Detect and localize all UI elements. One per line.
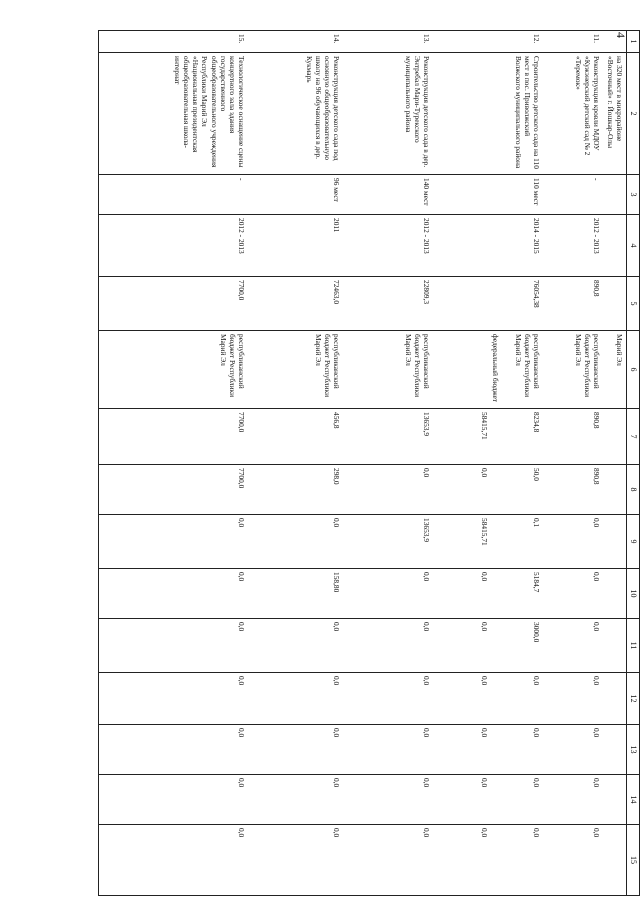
cell-value: 0,0 — [332, 828, 342, 838]
cell-value: 0,0 — [592, 518, 602, 528]
column-header-5: 5 — [627, 277, 640, 331]
cell-value: 0,0 — [480, 728, 490, 738]
cell-value: 0,0 — [480, 778, 490, 788]
value-c10 — [249, 569, 344, 619]
column-header-13: 13 — [627, 725, 640, 775]
cell-value: 0,0 — [422, 828, 432, 838]
funding-source: республиканский бюджет Республики Марий Эл — [404, 334, 432, 398]
value-c10 — [99, 569, 249, 619]
cell-value: 0,0 — [532, 676, 542, 686]
cell-value: 0,0 — [237, 518, 247, 528]
cell-value: 0,0 — [237, 778, 247, 788]
table-row — [99, 31, 249, 896]
value-c15 — [434, 825, 544, 896]
value-c14 — [434, 775, 544, 825]
cell-value: 5184,7 — [532, 572, 542, 593]
rotated-table-sheet — [110, 30, 640, 895]
cell-value: 0,0 — [480, 622, 490, 632]
cell-value: 0,0 — [480, 468, 490, 478]
column-header-10: 10 — [627, 569, 640, 619]
value-c10 — [544, 569, 604, 619]
table-row — [344, 31, 434, 896]
continuation-source: Марий Эл — [604, 331, 627, 409]
cell-value: 0,0 — [237, 728, 247, 738]
table-row — [249, 31, 344, 896]
cell-value: 0,0 — [237, 572, 247, 582]
cell-value: 0,0 — [332, 622, 342, 632]
value-c13 — [344, 725, 434, 775]
capacity: 140 мест — [344, 175, 434, 215]
funding-source-cell — [99, 331, 249, 409]
cell-value: 0,0 — [422, 572, 432, 582]
continuation-description: на 320 мест в микрорайоне «Восточный» г. Йошкар-Олы — [604, 53, 627, 175]
column-header-11: 11 — [627, 619, 640, 673]
value-c11 — [99, 619, 249, 673]
project-description: Строительство детского сада на 110 мест в пос. Приволжский Волжского муниципального района — [434, 53, 544, 175]
project-description: Реконструкция кровли МДОУ «Кужэнерский детский сад № 2 «Теремок» — [544, 53, 604, 175]
cell-value: 298,0 — [332, 468, 342, 485]
capacity: - — [99, 175, 249, 215]
value-c15 — [544, 825, 604, 896]
cell-value: 8234,8 — [532, 412, 542, 433]
cell-value: 0,0 — [332, 728, 342, 738]
funding-source-cell — [544, 331, 604, 409]
cell-value: 0,0 — [422, 676, 432, 686]
total-cost: 76054,38 — [434, 277, 544, 331]
value-c7 — [544, 409, 604, 465]
cell-value: 0,0 — [592, 778, 602, 788]
cell-value: 0,0 — [532, 828, 542, 838]
continuation-row — [604, 31, 627, 896]
column-header-14: 14 — [627, 775, 640, 825]
period: 2012 - 2013 — [344, 215, 434, 277]
value-c7 — [434, 409, 544, 465]
cell-value: 0,0 — [422, 728, 432, 738]
value-c7 — [249, 409, 344, 465]
value-c14 — [99, 775, 249, 825]
value-c11 — [544, 619, 604, 673]
column-header-4: 4 — [627, 215, 640, 277]
cell-value: 0,0 — [237, 676, 247, 686]
column-header-8: 8 — [627, 465, 640, 515]
capacity: 96 мест — [249, 175, 344, 215]
value-c15 — [99, 825, 249, 896]
funding-source: республиканский бюджет Республики Марий Эл — [219, 334, 247, 398]
cell-value: 50,0 — [532, 468, 542, 481]
table-row — [434, 31, 544, 896]
funding-source: республиканский бюджет Республики Марий Эл — [514, 334, 542, 398]
column-header-15: 15 — [627, 825, 640, 896]
cell-value: 0,0 — [237, 828, 247, 838]
cell-value: 456,8 — [332, 412, 342, 429]
value-c14 — [344, 775, 434, 825]
page-number: 4 — [614, 32, 628, 38]
cell-value: 0,0 — [332, 518, 342, 528]
value-c9 — [544, 515, 604, 569]
value-c12 — [99, 673, 249, 725]
value-c9 — [344, 515, 434, 569]
cell-value: 58415,71 — [480, 412, 490, 440]
funding-source-cell — [434, 331, 544, 409]
cell-value: 0,0 — [532, 778, 542, 788]
cell-value: 0,0 — [422, 622, 432, 632]
total-cost: 890,8 — [544, 277, 604, 331]
funding-source-cell — [344, 331, 434, 409]
value-c8 — [99, 465, 249, 515]
cell-value: 0,0 — [592, 572, 602, 582]
period: 2014 - 2015 — [434, 215, 544, 277]
cell-value: 890,8 — [592, 468, 602, 485]
funding-source: республиканский бюджет Республики Марий Эл — [314, 334, 342, 398]
value-c14 — [544, 775, 604, 825]
cell-value: 58415,71 — [480, 518, 490, 546]
row-number: 14. — [249, 31, 344, 53]
cell-value: 890,8 — [592, 412, 602, 429]
cell-value: 13653,9 — [422, 518, 432, 543]
value-c9 — [434, 515, 544, 569]
project-description: Технологическое оснащение сцены концертного зала здания государственного общеобразовательного учреждения Республики Марий Эл «Национальная президентская общеобразовательная школа-интернат — [99, 53, 249, 175]
cell-value: 0,0 — [480, 572, 490, 582]
cell-value: 3000,0 — [532, 622, 542, 643]
project-description: Реконструкция детского сада под основную общеобразовательную школу на 96 обучающихся в дер. Кукмарь — [249, 53, 344, 175]
value-c10 — [344, 569, 434, 619]
project-description: Реконструкция детского сада в дер. Энтребал Мари-Турекского муниципального района — [344, 53, 434, 175]
value-c12 — [249, 673, 344, 725]
table-row — [544, 31, 604, 896]
row-number: 12. — [434, 31, 544, 53]
row-number: 11. — [544, 31, 604, 53]
value-c9 — [99, 515, 249, 569]
capacity: - — [544, 175, 604, 215]
value-c11 — [249, 619, 344, 673]
cell-value: 0,0 — [480, 676, 490, 686]
cell-value: 0,0 — [422, 778, 432, 788]
cell-value: 158,80 — [332, 572, 342, 593]
total-cost: 22809,3 — [344, 277, 434, 331]
cell-value: 0,0 — [592, 676, 602, 686]
cell-value: 7700,0 — [237, 412, 247, 433]
column-header-3: 3 — [627, 175, 640, 215]
value-c8 — [344, 465, 434, 515]
total-cost: 72463,0 — [249, 277, 344, 331]
value-c7 — [344, 409, 434, 465]
cell-value: 0,0 — [592, 828, 602, 838]
value-c8 — [544, 465, 604, 515]
value-c7 — [99, 409, 249, 465]
value-c12 — [544, 673, 604, 725]
period: 2011 — [249, 215, 344, 277]
row-number: 13. — [344, 31, 434, 53]
value-c14 — [249, 775, 344, 825]
column-number-header — [627, 31, 640, 896]
value-c8 — [249, 465, 344, 515]
cell-value: 0,0 — [592, 728, 602, 738]
column-header-12: 12 — [627, 673, 640, 725]
period: 2012 - 2013 — [99, 215, 249, 277]
value-c10 — [434, 569, 544, 619]
cell-value: 0,0 — [237, 622, 247, 632]
funding-source: федеральный бюджет — [490, 334, 500, 403]
value-c11 — [434, 619, 544, 673]
period: 2012 - 2013 — [544, 215, 604, 277]
cell-value: 0,0 — [332, 676, 342, 686]
cell-value: 0,1 — [532, 518, 542, 528]
capacity: 110 мест — [434, 175, 544, 215]
cell-value: 0,0 — [422, 468, 432, 478]
cell-value: 0,0 — [592, 622, 602, 632]
funding-source-cell — [249, 331, 344, 409]
value-c13 — [434, 725, 544, 775]
value-c13 — [544, 725, 604, 775]
column-header-2: 2 — [627, 53, 640, 175]
cell-value: 7700,0 — [237, 468, 247, 489]
funding-source: республиканский бюджет Республики Марий Эл — [574, 334, 602, 398]
value-c12 — [344, 673, 434, 725]
value-c8 — [434, 465, 544, 515]
value-c15 — [344, 825, 434, 896]
table-body — [99, 31, 627, 896]
investment-table — [98, 30, 640, 896]
value-c12 — [434, 673, 544, 725]
column-header-7: 7 — [627, 409, 640, 465]
total-cost: 7700,0 — [99, 277, 249, 331]
value-c11 — [344, 619, 434, 673]
value-c13 — [99, 725, 249, 775]
cell-value: 0,0 — [532, 728, 542, 738]
cell-value: 13653,9 — [422, 412, 432, 437]
column-header-1: 1 — [627, 31, 640, 53]
column-header-6: 6 — [627, 331, 640, 409]
column-header-9: 9 — [627, 515, 640, 569]
value-c15 — [249, 825, 344, 896]
cell-value: 0,0 — [480, 828, 490, 838]
value-c9 — [249, 515, 344, 569]
value-c13 — [249, 725, 344, 775]
row-number: 15. — [99, 31, 249, 53]
cell-value: 0,0 — [332, 778, 342, 788]
